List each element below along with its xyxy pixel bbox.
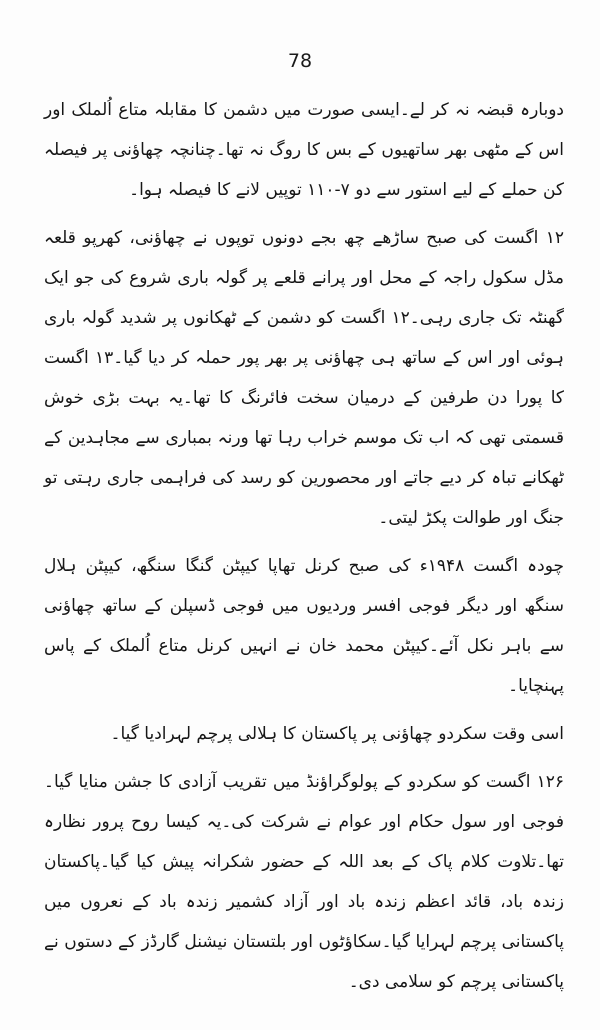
paragraph-3: چودہ اگست ۱۹۴۸ء کی صبح کرنل تھاپا کیپٹن گنگا سنگھ، کیپٹن ہلال سنگھ اور دیگر فوجی افسر وردیوں میں فوجی ڈسپلن کے ساتھ چھاؤنی سے باہر نکل آئے۔کیپٹن محمد خان نے انہیں کرنل متاع اُلملک کے پاس پہنچایا۔ xyxy=(44,556,564,696)
page-number: 78 xyxy=(287,50,313,72)
paragraph-1: دوبارہ قبضہ نہ کر لے۔ایسی صورت میں دشمن کا مقابلہ متاع اُلملک اور اس کے مٹھی بھر ساتھیوں کے بس کا روگ نہ تھا۔چنانچہ چھاؤنی پر فیصلہ کن حملے کے لیے استور سے دو ۷-۱۱۰ توپیں لانے کا فیصلہ ہوا۔ xyxy=(44,100,564,200)
paragraph-5: ۱۲۶ اگست کو سکردو کے پولوگراؤنڈ میں تقریب آزادی کا جشن منایا گیا۔فوجی اور سول حکام اور عوام نے شرکت کی۔یہ کیسا روح پرور نظارہ تھا۔تلاوت کلام پاک کے بعد اللہ کے حضور شکرانہ پیش کیا گیا۔پاکستان زندہ باد، قائد اعظم زندہ باد اور آزاد کشمیر زندہ باد کے نعروں میں پاکستانی پرچم لہرایا گیا۔سکاؤٹوں اور بلتستان نیشنل گارڈز کے دستوں نے پاکستانی پرچم کو سلامی دی۔ xyxy=(44,772,564,992)
paragraph-2: ۱۲ اگست کی صبح ساڑھے چھ بجے دونوں توپوں نے چھاؤنی، کھرپو قلعہ مڈل سکول راجہ کے محل اور پرانے قلعے پر گولہ باری شروع کی جو ایک گھنٹہ تک جاری رہی۔۱۲ اگست کو دشمن کے ٹھکانوں پر شدید گولہ باری ہوئی اور اس کے ساتھ ہی چھاؤنی پر بھر پور حملہ کر دیا گیا۔۱۳ اگست کا پورا دن طرفین کے درمیان سخت فائرنگ کا تھا۔یہ بہت بڑی خوش قسمتی تھی کہ اب تک موسم خراب رہا تھا ورنہ بمباری سے مجاہدین کے ٹھکانے تباہ کر دیے جاتے اور محصورین کو رسد کی فراہمی جاری رہتی تو جنگ اور طوالت پکڑ لیتی۔ xyxy=(44,228,564,528)
body-text xyxy=(44,90,564,1002)
paragraph-4: اسی وقت سکردو چھاؤنی پر پاکستان کا ہلالی پرچم لہرادیا گیا۔ xyxy=(110,724,564,744)
